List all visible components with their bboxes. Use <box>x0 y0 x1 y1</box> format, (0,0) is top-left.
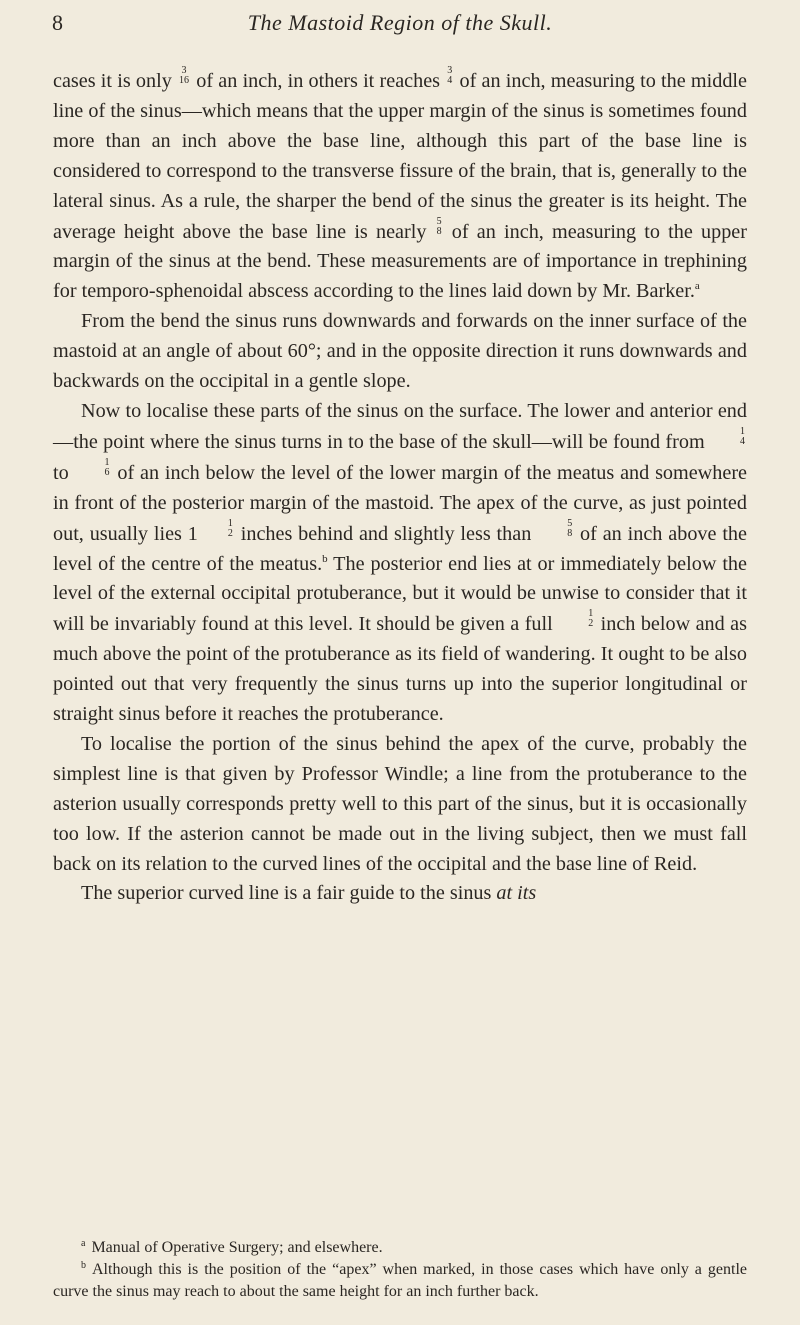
fraction-numerator: 3 <box>181 65 187 76</box>
footnote-ref-a: a <box>694 280 700 293</box>
paragraph-5 <box>53 879 747 909</box>
footnote-mark: a <box>81 1238 86 1249</box>
footnote-ref-b: b <box>322 552 328 565</box>
fraction-three-sixteenths <box>179 66 189 86</box>
text-run: of an inch below the level of the lower margin of the meatus and somewhere in front of the posterior margin of the mastoid. The apex of the curve, as just pointed out, usually lies 1 <box>53 461 747 545</box>
text-run: to <box>53 461 75 484</box>
italic-text: at its <box>496 882 537 905</box>
paragraph-4: To localise the portion of the sinus behind the apex of the curve, probably the simplest line is that given by Professor Windle; a line from the protuberance to the asterion usually corresponds pretty well to this part of the sinus, but it is occasionally too low. If the asterion cannot be made out in the living subject, then we must fall back on its relation to the curved lines of the occipital and the base line of Reid. <box>53 732 747 875</box>
fraction-numerator: 1 <box>227 517 233 529</box>
footnote-b <box>53 1259 747 1303</box>
fraction-denominator: 4 <box>447 75 453 86</box>
footnote-mark: b <box>81 1260 86 1271</box>
fraction-numerator: 5 <box>436 215 442 227</box>
fraction-numerator: 5 <box>567 517 573 529</box>
fraction-denominator: 2 <box>227 527 233 539</box>
fraction-five-eighths <box>437 217 442 237</box>
text-run: cases it is only <box>53 70 178 92</box>
fraction-denominator: 2 <box>588 618 594 630</box>
body-text <box>53 66 747 909</box>
paragraph-3 <box>53 397 747 730</box>
footnote-text: Manual of Operative Surgery; and elsewhere. <box>91 1239 383 1256</box>
fraction-denominator: 4 <box>740 435 745 447</box>
fraction-one-sixth <box>77 458 110 478</box>
fraction-denominator: 8 <box>567 527 573 539</box>
page-number: 8 <box>52 10 63 35</box>
text-run: Now to localise these parts of the sinus on the surface. The lower and anterior end—the point where the sinus turns in to the base of the skull—will be found from <box>53 399 747 453</box>
fraction-numerator: 3 <box>447 65 453 76</box>
paragraph-1 <box>53 66 747 307</box>
text-run: of an inch, in others it reaches <box>191 70 446 92</box>
fraction-numerator: 1 <box>588 608 594 620</box>
paragraph-2: From the bend the sinus runs downwards and forwards on the inner surface of the mastoid at an angle of about 60°; and in the opposite direction it runs downwards and backwards on the occipital in a gentle slope. <box>53 310 747 393</box>
page-header <box>50 10 750 46</box>
fraction-numerator: 1 <box>740 425 745 437</box>
text-run: of an inch above the level of the centre of the meatus. <box>53 522 747 575</box>
fraction-denominator: 16 <box>179 75 190 86</box>
text-run: inches behind and slightly less than <box>234 522 538 545</box>
footnotes <box>53 1237 747 1303</box>
fraction-one-half <box>200 519 233 539</box>
footnote-a <box>53 1237 747 1259</box>
text-run: of an inch, measuring to the middle line of the sinus—which means that the upper margin of the sinus is sometimes found more than an inch above the base line, although this part of the base line is considered to correspond to the transverse fissure of the brain, that is, generally to the lateral sinus. As a rule, the sharper the bend of the sinus the greater is its height. The average height above the base line is nearly <box>53 70 747 243</box>
fraction-one-half-b <box>560 609 593 629</box>
fraction-five-eighths-b <box>539 519 572 539</box>
fraction-one-quarter <box>712 427 745 447</box>
text-run: The superior curved line is a fair guide to the sinus <box>81 882 497 905</box>
running-title: The Mastoid Region of the Skull. <box>247 10 553 35</box>
fraction-three-quarters <box>447 66 452 86</box>
fraction-numerator: 1 <box>104 456 110 468</box>
text-run: of an inch, measuring to the upper margin of the sinus at the bend. These measurements are of importance in trephining for temporo-sphenoidal abscess according to the lines laid down by Mr. Barker. <box>53 220 747 303</box>
footnote-text: Although this is the position of the “apex” when marked, in those cases which have only a gentle curve the sinus may reach to about the same height for an inch further back. <box>53 1261 747 1300</box>
text-run: inch below and as much above the point of the protuberance as its field of wandering. It ought to be also pointed out that very frequently the sinus turns up into the superior longitudinal or straight sinus before it reaches the protuberance. <box>53 613 747 726</box>
fraction-denominator: 6 <box>104 466 110 478</box>
fraction-denominator: 8 <box>436 225 442 237</box>
text-run: The posterior end lies at or immediately below the level of the external occipital protuberance, but it would be unwise to consider that it will be invariably found at this level. It should be given a full <box>53 552 747 636</box>
